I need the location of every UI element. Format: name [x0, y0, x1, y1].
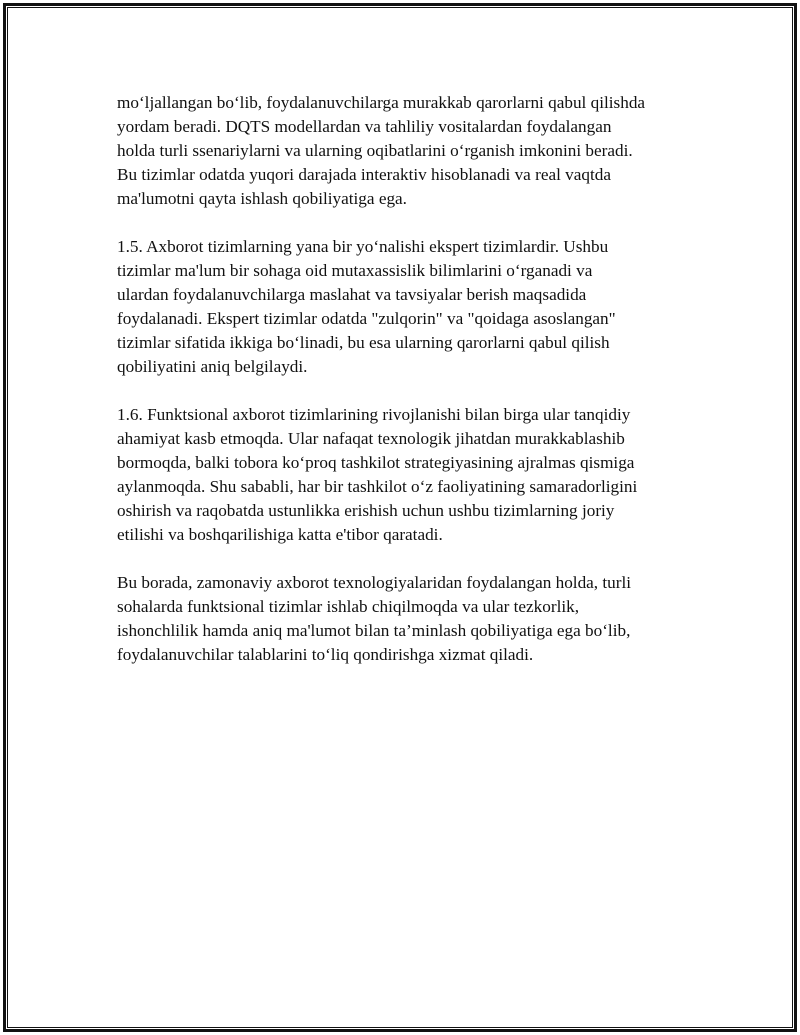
paragraph-conclusion — [117, 571, 697, 667]
text-line: sohalarda funktsional tizimlar ishlab chiqilmoqda va ular tezkorlik, — [117, 597, 580, 616]
text-line: qobiliyatini aniq belgilaydi. — [117, 357, 308, 376]
text-line: ulardan foydalanuvchilarga maslahat va tavsiyalar berish maqsadida — [117, 285, 587, 304]
text-line: 1.6. Funktsional axborot tizimlarining rivojlanishi bilan birga ular tanqidiy — [117, 405, 631, 424]
text-line: foydalanuvchilar talablarini to‘liq qondirishga xizmat qiladi. — [117, 645, 534, 664]
text-line: Bu tizimlar odatda yuqori darajada interaktiv hisoblanadi va real vaqtda — [117, 165, 611, 184]
text-line: ma'lumotni qayta ishlash qobiliyatiga ega. — [117, 189, 407, 208]
text-line: mo‘ljallangan bo‘lib, foydalanuvchilarga murakkab qarorlarni qabul qilishda — [117, 93, 646, 112]
text-line: ahamiyat kasb etmoqda. Ular nafaqat texnologik jihatdan murakkablashib — [117, 429, 625, 448]
text-line: foydalanadi. Ekspert tizimlar odatda "zulqorin" va "qoidaga asoslangan" — [117, 309, 616, 328]
paragraph-section-1-6 — [117, 403, 697, 547]
document-body — [117, 91, 697, 691]
text-line: 1.5. Axborot tizimlarning yana bir yo‘nalishi ekspert tizimlardir. Ushbu — [117, 237, 609, 256]
paragraph-dqts — [117, 91, 697, 211]
text-line: Bu borada, zamonaviy axborot texnologiyalaridan foydalangan holda, turli — [117, 573, 632, 592]
text-line: ishonchlilik hamda aniq ma'lumot bilan ta’minlash qobiliyatiga ega bo‘lib, — [117, 621, 631, 640]
text-line: tizimlar sifatida ikkiga bo‘linadi, bu esa ularning qarorlarni qabul qilish — [117, 333, 610, 352]
text-line: yordam beradi. DQTS modellardan va tahliliy vositalardan foydalangan — [117, 117, 612, 136]
text-line: bormoqda, balki tobora ko‘proq tashkilot strategiyasining ajralmas qismiga — [117, 453, 635, 472]
text-line: aylanmoqda. Shu sababli, har bir tashkilot o‘z faoliyatining samaradorligini — [117, 477, 638, 496]
text-line: tizimlar ma'lum bir sohaga oid mutaxassislik bilimlarini o‘rganadi va — [117, 261, 593, 280]
text-line: oshirish va raqobatda ustunlikka erishish uchun ushbu tizimlarning joriy — [117, 501, 615, 520]
text-line: etilishi va boshqarilishiga katta e'tibor qaratadi. — [117, 525, 443, 544]
paragraph-section-1-5 — [117, 235, 697, 379]
text-line: holda turli ssenariylarni va ularning oqibatlarini o‘rganish imkonini beradi. — [117, 141, 633, 160]
